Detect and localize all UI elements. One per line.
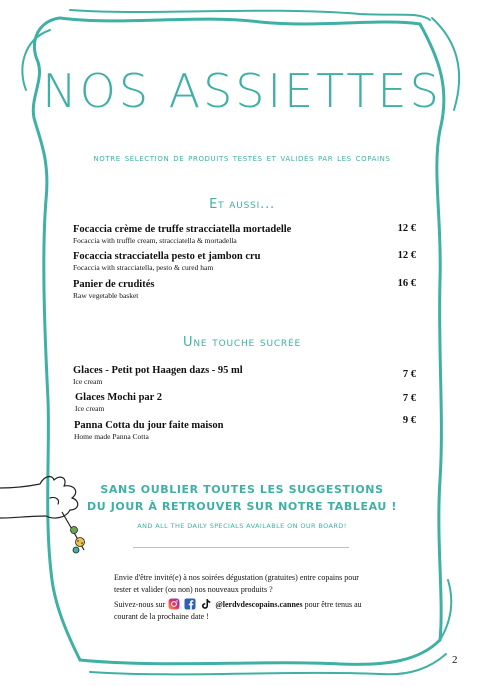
item-name: Panna Cotta du jour faite maison (74, 420, 224, 431)
item-price: 7 € (402, 369, 416, 380)
menu-item (73, 364, 416, 387)
item-price: 16 € (397, 278, 416, 289)
follow-suffix: pour être tenus au courant de la prochaine date ! (114, 600, 362, 621)
page-subtitle: notre sélection de produits testés et validés par les copains (93, 152, 391, 164)
promo-english: AND ALL THE DAILY SPECIALS AVAILABLE ON OUR BOARD! (137, 522, 347, 530)
item-price: 12 € (397, 250, 416, 261)
follow-text (114, 598, 376, 622)
tiktok-icon[interactable] (200, 598, 212, 610)
item-price: 7 € (402, 393, 416, 404)
divider (133, 547, 349, 548)
item-price: 9 € (402, 415, 416, 426)
menu-item (75, 391, 416, 414)
promo-line-2: DU JOUR À RETROUVER SUR NOTRE TABLEAU ! (87, 500, 397, 513)
item-description: Focaccia with stracciatella, pesto & cured ham (73, 263, 214, 272)
follow-prefix: Suivez-nous sur (114, 600, 166, 609)
item-description: Focaccia with truffle cream, stracciatella & mortadella (73, 236, 237, 245)
instagram-icon[interactable] (168, 598, 180, 610)
page-title: NOS ASSIETTES (42, 64, 442, 118)
item-description: Raw vegetable basket (73, 291, 139, 300)
item-name: Focaccia crème de truffe stracciatella mortadelle (73, 224, 292, 235)
facebook-icon[interactable] (184, 598, 196, 610)
invite-text: Envie d'être invité(e) à nos soirées dégustation (gratuites) entre copains pour tester et valider (ou non) nos nouveaux produits ? (114, 573, 359, 594)
menu-item (73, 278, 416, 301)
item-name: Focaccia stracciatella pesto et jambon cru (73, 251, 261, 262)
item-description: Home made Panna Cotta (74, 432, 149, 441)
item-name: Glaces Mochi par 2 (75, 392, 163, 403)
promo-line-1: SANS OUBLIER TOUTES LES SUGGESTIONS (100, 483, 384, 496)
item-name: Glaces - Petit pot Haagen dazs - 95 ml (73, 365, 243, 376)
section-heading-touche-sucree: Une touche sucrée (183, 335, 301, 350)
page-number: 2 (452, 654, 458, 666)
item-description: Ice cream (75, 404, 105, 413)
menu-item (73, 250, 416, 273)
item-name: Panier de crudités (73, 279, 155, 290)
item-price: 12 € (397, 223, 416, 234)
menu-item (73, 223, 416, 246)
item-description: Ice cream (73, 377, 103, 386)
social-handle[interactable]: @lerdvdescopains.cannes (215, 600, 303, 609)
section-heading-et-aussi: Et aussi... (209, 197, 275, 212)
menu-item (74, 415, 416, 442)
